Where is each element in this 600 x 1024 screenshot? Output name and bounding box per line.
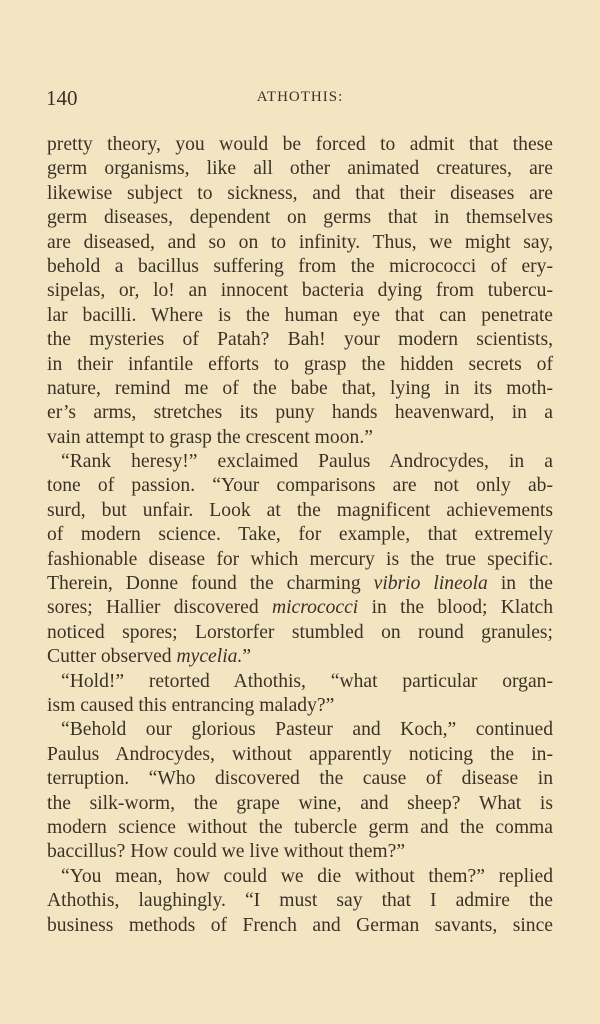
text-line xyxy=(47,694,553,718)
italic-term: vibrio lineola xyxy=(373,573,488,595)
text-line xyxy=(47,523,553,547)
text-line xyxy=(47,450,553,474)
text-line xyxy=(47,548,553,572)
text-line xyxy=(47,670,553,694)
text-segment: tone of passion. “Your comparisons are not only ab- xyxy=(47,475,553,497)
text-segment: nature, remind me of the babe that, lying in its moth- xyxy=(47,377,553,399)
text-segment: er’s arms, stretches its puny hands heavenward, in a xyxy=(47,402,553,424)
text-line xyxy=(47,328,553,352)
text-segment: in the xyxy=(487,573,553,595)
text-line xyxy=(47,157,553,181)
text-line xyxy=(47,206,553,230)
text-segment: Cutter observed xyxy=(47,646,177,668)
text-segment: germ diseases, dependent on germs that in themselves xyxy=(47,207,553,229)
text-segment: are diseased, and so on to infinity. Thus, we might say, xyxy=(47,231,553,253)
text-line xyxy=(47,865,553,889)
text-segment: fashionable disease for which mercury is the true specific. xyxy=(47,548,553,570)
text-line xyxy=(47,474,553,498)
text-line xyxy=(47,426,553,450)
text-segment: vain attempt to grasp the crescent moon.” xyxy=(47,426,373,448)
text-line xyxy=(47,377,553,401)
text-line xyxy=(47,914,553,938)
text-segment: baccillus? How could we live without them?” xyxy=(47,841,406,863)
italic-term: mycelia. xyxy=(176,646,243,668)
text-line xyxy=(47,596,553,620)
text-line xyxy=(47,767,553,791)
text-line xyxy=(47,401,553,425)
text-line xyxy=(47,743,553,767)
text-segment: sores; Hallier discovered xyxy=(47,597,272,619)
text-segment: noticed spores; Lorstorfer stumbled on round granules; xyxy=(47,621,553,643)
text-segment: the mysteries of Patah? Bah! your modern scientists, xyxy=(47,329,553,351)
page-number: 140 xyxy=(46,86,78,110)
italic-term: micrococci xyxy=(271,597,359,619)
text-segment: of modern science. Take, for example, that extremely xyxy=(47,524,553,546)
text-line xyxy=(47,889,553,913)
text-segment: in their infantile efforts to grasp the hidden secrets of xyxy=(47,353,553,375)
text-segment: “You mean, how could we die without them?” replied xyxy=(61,865,553,887)
text-line xyxy=(47,353,553,377)
text-segment: Therein, Donne found the charming xyxy=(47,573,374,595)
running-title: ATHOTHIS: xyxy=(256,89,344,105)
text-line xyxy=(47,499,553,523)
text-segment: terruption. “Who discovered the cause of disease in xyxy=(47,768,553,790)
text-line xyxy=(47,572,553,596)
text-line xyxy=(47,792,553,816)
text-line xyxy=(47,182,553,206)
text-line xyxy=(47,279,553,303)
text-segment: “Hold!” retorted Athothis, “what particular organ- xyxy=(61,670,553,692)
text-line xyxy=(47,133,553,157)
text-segment: Paulus Androcydes, without apparently noticing the in- xyxy=(47,743,553,765)
text-segment: Athothis, laughingly. “I must say that I admire the xyxy=(47,890,553,912)
text-segment: behold a bacillus suffering from the micrococci of ery- xyxy=(47,255,553,277)
text-segment: “Rank heresy!” exclaimed Paulus Androcydes, in a xyxy=(61,451,553,473)
text-segment: the silk-worm, the grape wine, and sheep? What is xyxy=(47,792,553,814)
text-segment: surd, but unfair. Look at the magnificent achievements xyxy=(47,499,553,521)
body-text xyxy=(47,133,553,938)
text-line xyxy=(47,231,553,255)
running-header xyxy=(46,86,554,114)
text-segment: in the blood; Klatch xyxy=(358,597,554,619)
text-segment: pretty theory, you would be forced to admit that these xyxy=(47,134,553,155)
text-segment: modern science without the tubercle germ and the comma xyxy=(47,816,553,838)
text-segment: business methods of French and German savants, since xyxy=(47,914,553,936)
text-line xyxy=(47,840,553,864)
text-line xyxy=(47,718,553,742)
text-line xyxy=(47,645,553,669)
text-segment: ” xyxy=(242,646,252,668)
text-segment: “Behold our glorious Pasteur and Koch,” continued xyxy=(61,719,553,741)
text-line xyxy=(47,304,553,328)
text-segment: likewise subject to sickness, and that their diseases are xyxy=(47,182,553,204)
text-line xyxy=(47,621,553,645)
text-line xyxy=(47,816,553,840)
text-segment: sipelas, or, lo! an innocent bacteria dying from tubercu- xyxy=(47,280,553,302)
text-segment: germ organisms, like all other animated creatures, are xyxy=(47,158,553,180)
text-segment: lar bacilli. Where is the human eye that can penetrate xyxy=(47,304,553,326)
text-segment: ism caused this entrancing malady?” xyxy=(47,694,335,716)
text-line xyxy=(47,255,553,279)
